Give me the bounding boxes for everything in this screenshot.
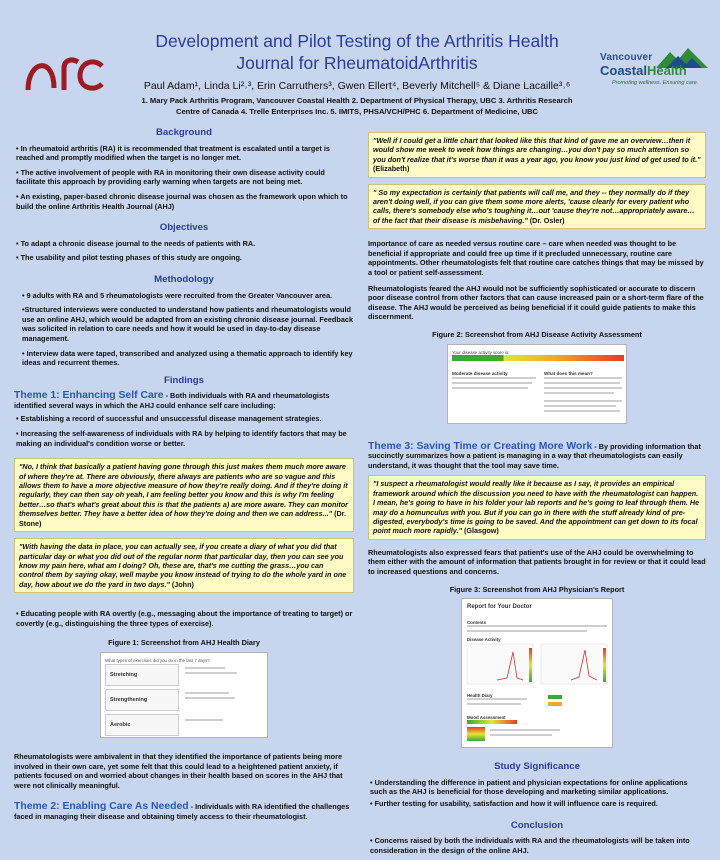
conclusion-bullet: • Concerns raised by both the individuals with RA and the rheumatologists will be taken into consideration in the design of the online AHJ. bbox=[370, 836, 690, 855]
methodology-heading: Methodology bbox=[154, 273, 214, 285]
theme3-intro: Theme 3: Saving Time or Creating More Work - By providing information that succinctly summarizes how a patient is managing in a way that rheumatologists can easily understand, it was thought that the tool may save time. bbox=[368, 440, 701, 470]
figure1-item: Strengthening bbox=[110, 696, 148, 703]
overwhelming-paragraph: Rheumatologists also expressed fears that patient's use of the AHJ could be overwhelming to them either with the amount of information that patients brought in for review or that it could lead to increased questions and concerns. bbox=[368, 547, 706, 576]
significance-bullet: • Understanding the difference in patient and physician expectations for online applications such as the AHJ is beneficial for those developing and marketing similar applications. bbox=[370, 777, 688, 797]
objectives-heading: Objectives bbox=[159, 222, 209, 234]
methodology-bullet: • Interview data were taped, transcribed and analyzed using a thematic approach to identify key ideas and recurrent themes. bbox=[22, 348, 353, 368]
quote-dr-osler: " So my expectation is certainly that patients will call me, and they -- they normally do if they aren't doing well, if you can give them some more alerts, 'cause clearly for every patient who calls, there's somebody else who's toughing it…out 'cause they're not…appropriately aware…of the fact that their disease is misbehaving." (Dr. Osler) bbox=[368, 184, 706, 230]
background-heading: Background bbox=[156, 127, 212, 138]
significance-heading: Study Significance bbox=[494, 761, 580, 773]
theme2-title: Theme 2: Enabling Care As Needed bbox=[14, 801, 189, 813]
educating-bullet: • Educating people with RA overtly (e.g., messaging about the importance of treating to target) or covertly (e.g., distinguishing the three types of exercise). bbox=[16, 609, 353, 628]
affiliations: 1. Mary Pack Arthritis Program, Vancouver Coastal Health 2. Department of Physical Therapy, UBC 3. Arthritis Research Centre of Canada 4. Trelle Enterprises Inc. 5. IMITS, PHSA/VCH/PHC 6. Department of Medicine, UBC bbox=[141, 96, 573, 116]
figure2-caption: Figure 2: Screenshot from AHJ Disease Activity Assessment bbox=[432, 330, 642, 339]
arc-logo bbox=[24, 50, 104, 92]
vancouver-coastal-health-logo: Vancouver CoastalHealth Promoting wellness. Ensuring care. bbox=[598, 46, 710, 96]
figure1-caption: Figure 1: Screenshot from AHJ Health Diary bbox=[108, 638, 260, 648]
theme1-title: Theme 1: Enhancing Self Care bbox=[14, 390, 164, 402]
quote-john: "With having the data in place, you can actually see, if you create a diary of what you did that particular day or what you did out of the regular norm that particular day, then you can see you know my pain here, what am I doing? Oh, these are, that's me cutting the grass…you can control them by saying okay, well maybe you know instead of trying to do the whole yard in one day, how about we do the yard in two days." (John) bbox=[14, 538, 354, 593]
background-bullet: • In rheumatoid arthritis (RA) it is recommended that treatment is escalated until a target is reached and promptly modified when the target is no longer met. bbox=[16, 143, 330, 163]
quote-glasgow: "I suspect a rheumatologist would really like it because as I say, it provides an empirical framework around which the discussion you need to have with the rheumatologist can happen. I mean, he's going to have in his folder your lab reports and he's going to leaf through them. He may do a homunculus with you. But if you can go in there with the stuff already kind of pre-digested, everybody's time is going to be saved. And the appointment can get down to its focal point much more rapidly." (Glasgow) bbox=[368, 475, 706, 539]
significance-bullet: • Further testing for usability, satisfaction and how it will influence care is required. bbox=[370, 798, 658, 808]
right-column bbox=[368, 132, 706, 860]
objectives-bullet: • The usability and pilot testing phases of this study are ongoing. bbox=[16, 253, 242, 263]
feared-paragraph: Rheumatologists feared the AHJ would not be sufficiently sophisticated or accurate to discern poor disease control from other factors that can cause increased pain or a short-term flare of the disease. The AHJ would be perceived as being beneficial if it could guide patients to make this discernment. bbox=[368, 283, 704, 322]
objectives-bullet: • To adapt a chronic disease journal to the needs of patients with RA. bbox=[16, 238, 256, 248]
ambivalent-paragraph: Rheumatologists were ambivalent in that they identified the importance of patients being more involved in their own care, yet some felt that this could lead to a heightened patient anxiety, if patients focused on and worried about changes in their health based on scores in the AHJ that were not clinically meaningful. bbox=[14, 751, 343, 790]
importance-paragraph: Importance of care as needed versus routine care – care when needed was thought to be beneficial if appropriate and could free up time if it precluded unnecessary, routine care appointments. Other rheumatologists felt that routine care catches things that may be missed by a tool or patient self-assessment. bbox=[368, 239, 704, 278]
figure1-item: Aerobic bbox=[110, 721, 131, 728]
author-list: Paul Adam¹, Linda Li²˒³, Erin Carruthers³, Gwen Ellert⁴, Beverly Mitchell⁵ & Diane Lacaille³˒⁶ bbox=[143, 80, 571, 92]
poster-title: Development and Pilot Testing of the Arthritis Health Journal for RheumatoidArthritis bbox=[155, 31, 559, 73]
conclusion-heading: Conclusion bbox=[510, 819, 564, 831]
figure2-disease-activity-screenshot: Your disease activity score is: Moderate disease activity What does this mean? bbox=[447, 344, 627, 424]
background-bullet: • An existing, paper-based chronic disease journal was chosen as the framework upon which to build the online Arthritis Health Journal (AHJ) bbox=[16, 191, 348, 211]
figure1-health-diary-screenshot: What types of exercises did you do in the last 7 days? Stretching Strengthening Aerobic bbox=[100, 652, 268, 738]
findings-heading: Findings bbox=[164, 374, 204, 386]
figure3-physician-report-screenshot: Report for Your Doctor Contents Disease Activity Health Diary Mood Assessment bbox=[461, 598, 613, 748]
poster-header bbox=[0, 0, 720, 122]
quote-dr-stone: "No, I think that basically a patient having gone through this just makes them much more aware of where they're at. There are obviously, there always are patients who are so vague and this allows them to have a more objective measure of how they're really doing. And if they're doing it regularly, they can then say oh yeah, I am feeling better you know and this is why I'm feeling better…so that's what's great about this is that the patients a) are more aware. They can monitor themselves better. They have a better idea of how they're doing and then we can address..." (Dr. Stone) bbox=[14, 458, 354, 532]
theme1-bullet: • Establishing a record of successful and unsuccessful disease management strategies. bbox=[16, 414, 322, 424]
methodology-bullet: •Structured interviews were conducted to understand how patients and rheumatologists would use an online AHJ, which would be adapted from an existing chronic disease journal. Feedback was solicited in relation to care needs and how it would be used in day-to-day disease management. bbox=[22, 305, 354, 343]
methodology-bullet: • 9 adults with RA and 5 rheumatologists were recruited from the Greater Vancouver area. bbox=[22, 290, 333, 300]
figure1-item: Stretching bbox=[110, 671, 138, 678]
figure3-caption: Figure 3: Screenshot from AHJ Physician's Report bbox=[449, 584, 625, 594]
left-column bbox=[14, 124, 354, 825]
theme3-title: Theme 3: Saving Time or Creating More Work bbox=[368, 440, 593, 452]
theme2-intro: Theme 2: Enabling Care As Needed - Individuals with RA identified the challenges faced in managing their disease and obtaining timely access to their rheumatologist. bbox=[14, 801, 350, 821]
theme1-bullet: • Increasing the self-awareness of individuals with RA by helping to identify factors that may be making an individual's condition worse or better. bbox=[16, 429, 347, 448]
quote-elizabeth: "Well if I could get a little chart that looked like this that kind of gave me an overview…then it would show me week to week how things are changing…you don't pay so much attention so you don't realize that it's worse than it was a year ago, you know you just kind of get used to it." (Elizabeth) bbox=[368, 132, 706, 178]
theme1-intro: Theme 1: Enhancing Self Care - Both individuals with RA and rheumatologists identified several ways in which the AHJ could enhance self care including: bbox=[14, 390, 330, 410]
background-bullet: • The active involvement of people with RA in monitoring their own disease activity could facilitate this approach by providing early warning when targets are not being met. bbox=[16, 167, 325, 187]
report-chart-icon bbox=[467, 644, 609, 686]
